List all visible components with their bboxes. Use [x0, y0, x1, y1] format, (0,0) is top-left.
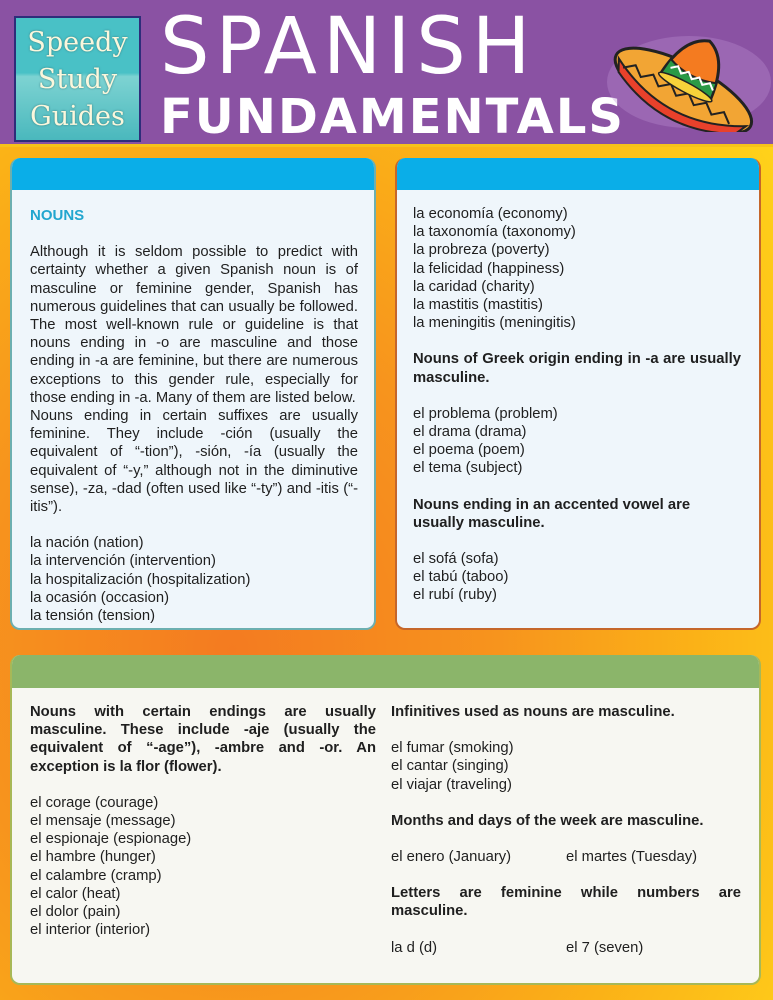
- list-item: la intervención (intervention): [30, 553, 216, 570]
- list-item: el dolor (pain): [30, 904, 121, 921]
- panel-header-bar: [397, 158, 759, 190]
- list-item: la hospitalización (hospitalization): [30, 571, 251, 588]
- list-item: el viajar (traveling): [391, 776, 512, 793]
- section-heading: NOUNS: [30, 207, 85, 224]
- panel-header-bar: [12, 158, 374, 190]
- list-item: el tabú (taboo): [413, 569, 509, 586]
- list-item: la caridad (charity): [413, 278, 535, 295]
- list-item: la economía (economy): [413, 206, 568, 222]
- example-row: [391, 939, 741, 957]
- list-item: el enero (January): [391, 849, 512, 866]
- list-item: el drama (drama): [413, 424, 527, 441]
- title-line-1: SPANISH: [160, 2, 537, 92]
- rule-heading: Nouns of Greek origin ending in -a are usually masculine.: [413, 351, 741, 386]
- list-item: el calambre (cramp): [30, 867, 162, 884]
- logo-line: Study: [37, 63, 118, 95]
- list-item: la tensión (tension): [30, 608, 156, 625]
- list-item: el cantar (singing): [391, 758, 509, 775]
- logo: [14, 16, 141, 142]
- list-item: la taxonomía (taxonomy): [413, 224, 576, 241]
- example-list: [413, 550, 741, 605]
- list-item: la d (d): [391, 939, 438, 956]
- nouns-panel: [10, 158, 376, 630]
- list-item: el interior (interior): [30, 922, 151, 939]
- list-item: la meningitis (meningitis): [413, 315, 576, 332]
- list-item: el sofá (sofa): [413, 551, 499, 568]
- list-item: la probreza (poverty): [413, 242, 550, 259]
- rule-heading: Infinitives used as nouns are masculine.: [391, 704, 675, 720]
- page-title: [160, 4, 625, 144]
- rule-heading: Months and days of the week are masculine.: [391, 812, 704, 829]
- title-line-2: FUNDAMENTALS: [160, 89, 625, 145]
- logo-line: Guides: [30, 100, 125, 132]
- list-item: la ocasión (occasion): [30, 589, 169, 606]
- masculine-nouns-panel: [10, 655, 761, 985]
- suffix-paragraph: Nouns ending in certain suffixes are usually feminine. They include -ción (usually the equivalent of “-tion”), -sión, -ía (usually the equivalent of “-y,” although not in the diminutive sense), -za, -dad (often used like “-ty”) and -itis (“-itis”).: [30, 408, 358, 516]
- example-list: [30, 534, 358, 625]
- example-row: [391, 848, 741, 866]
- list-item: el calor (heat): [30, 885, 121, 902]
- right-column: [391, 703, 741, 957]
- left-column: [30, 703, 376, 957]
- list-item: el hambre (hunger): [30, 849, 156, 866]
- example-list: [413, 405, 741, 478]
- list-item: el 7 (seven): [566, 939, 644, 956]
- list-item: el mensaje (message): [30, 813, 176, 830]
- panel-header-bar: [12, 655, 759, 688]
- list-item: el martes (Tuesday): [566, 849, 698, 866]
- list-item: el corage (courage): [30, 794, 159, 811]
- rule-heading: Nouns ending in an accented vowel are usually masculine.: [413, 496, 691, 531]
- logo-line: Speedy: [27, 26, 128, 58]
- example-list: [30, 794, 376, 940]
- list-item: el poema (poem): [413, 442, 525, 459]
- list-item: la mastitis (mastitis): [413, 297, 543, 314]
- rule-heading: Nouns with certain endings are usually masculine. These include -aje (usually the equivalent of “-age”), -ambre and -or. An exception is la flor (flower).: [30, 704, 376, 775]
- example-list: [413, 205, 741, 332]
- intro-paragraph: Although it is seldom possible to predict with certainty whether a given Spanish noun is of masculine or feminine gender, Spanish has numerous guidelines that can usually be followed. The most well-known rule or guideline is that nouns ending in -o are masculine and those ending in -a are feminine, but there are numerous exceptions to this gender rule, especially for those ending in -a. Many of them are listed below.: [30, 244, 358, 406]
- list-item: la felicidad (happiness): [413, 260, 565, 277]
- nouns-continued-panel: [395, 158, 761, 630]
- rule-heading: Letters are feminine while numbers are masculine.: [391, 885, 741, 920]
- list-item: el fumar (smoking): [391, 740, 514, 757]
- example-list: [391, 739, 741, 794]
- list-item: el rubí (ruby): [413, 587, 497, 604]
- list-item: el espionaje (espionage): [30, 831, 192, 848]
- sombrero-icon: [605, 22, 773, 132]
- list-item: la nación (nation): [30, 535, 144, 552]
- list-item: el tema (subject): [413, 460, 523, 477]
- header: [0, 0, 773, 147]
- list-item: el problema (problem): [413, 405, 558, 422]
